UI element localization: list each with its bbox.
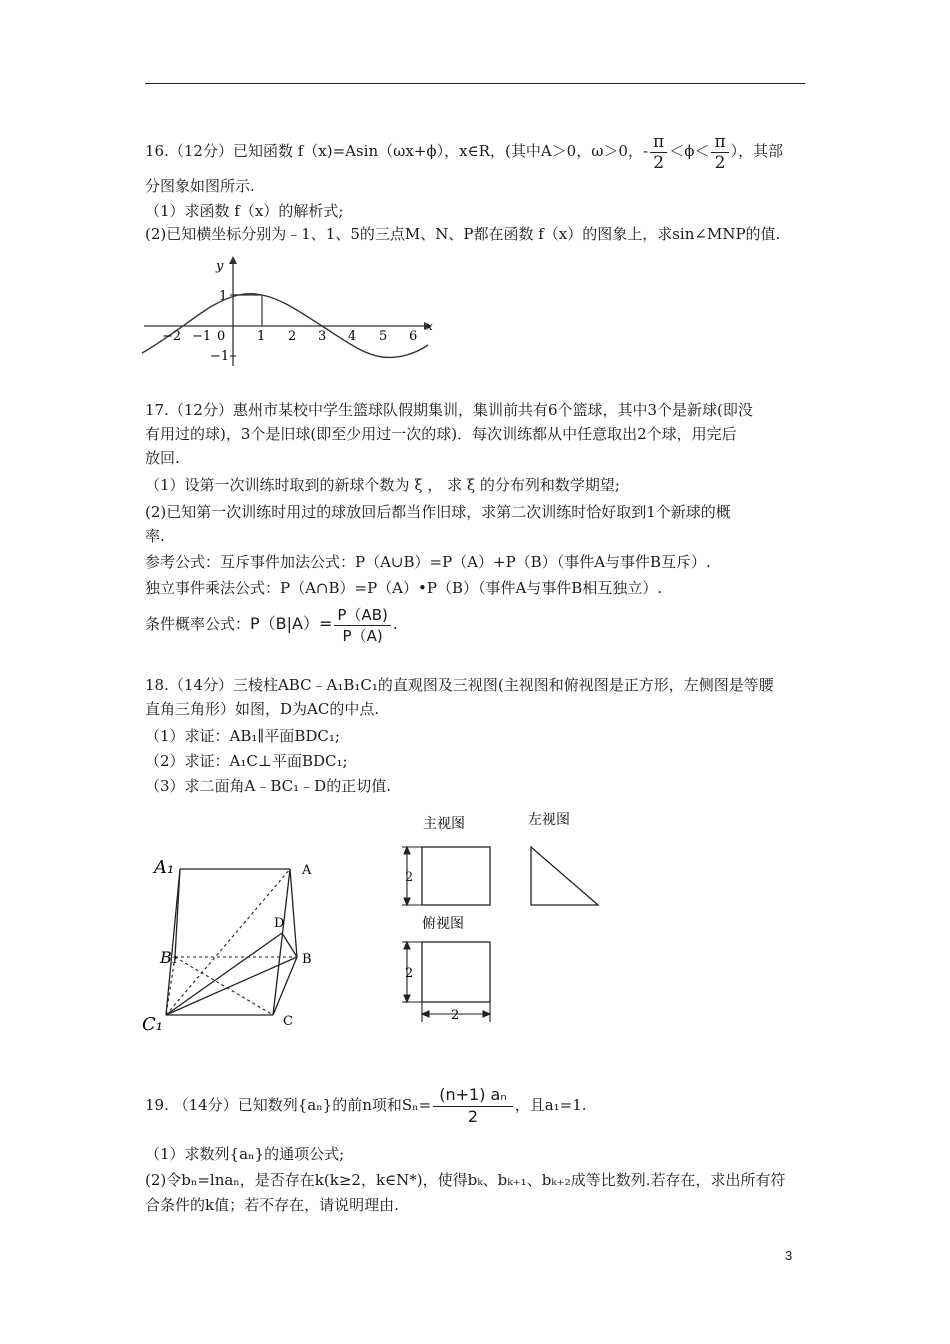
front-dim-arrow-top [404, 847, 410, 854]
bottom-dim-arrow-left [422, 1011, 429, 1017]
q16-frac1-den: 2 [653, 152, 665, 173]
q16-head-text: 16.（12分）已知函数 f（x)=Asin（ωx+ϕ），x∈R，(其中A＞0，ω＞0，- [145, 142, 649, 160]
question-16 [145, 128, 807, 245]
q18-part-3: （3）求二面角A﹣BC₁﹣D的正切值. [145, 777, 391, 795]
x-tick-label: 2 [288, 329, 297, 344]
side-view-triangle [531, 847, 598, 905]
x-tick-label: 1 [257, 329, 266, 344]
q16-head-tail: ），其部 [730, 142, 784, 160]
label-d: D [274, 916, 285, 931]
x-tick-labels [162, 329, 417, 344]
top-view-title: 俯视图 [422, 916, 464, 932]
front-view-title: 主视图 [423, 816, 465, 832]
bottom-dim-label: 2 [451, 1008, 460, 1023]
q16-inequality: ＜ϕ＜ [669, 142, 710, 160]
q19-part-1: （1）求数列{aₙ}的通项公式; [145, 1145, 345, 1163]
q16-continuation: 分图象如图所示. [145, 177, 255, 195]
q16-frac2-den: 2 [714, 152, 726, 173]
hidden-edge-b1-c [175, 957, 273, 1015]
bottom-dim-arrow-right [483, 1011, 490, 1017]
side-view-title: 左视图 [528, 812, 570, 828]
hidden-edge-c1-a [166, 869, 290, 1015]
top-dim-arrow-bottom [404, 995, 410, 1002]
q19-part-2b: 合条件的k值；若不存在，请说明理由. [145, 1196, 399, 1214]
q19-sn-num: (n+1) aₙ [433, 1086, 512, 1107]
question-18 [145, 675, 807, 797]
q18-part-2: （2）求证：A₁C⊥平面BDC₁; [145, 752, 348, 770]
label-c1: C₁ [142, 1014, 163, 1035]
q17-ref3-num: P（AB) [334, 606, 390, 626]
x-tick-label: 3 [318, 329, 327, 344]
q18-part-1: （1）求证：AB₁∥平面BDC₁; [145, 727, 340, 745]
q17-ref3-end: . [392, 615, 398, 633]
front-dim-arrow-bottom [404, 898, 410, 905]
q17-line-1: 17.（12分）惠州市某校中学生篮球队假期集训，集训前共有6个篮球，其中3个是新球(即没 [145, 401, 753, 419]
q17-line-2: 有用过的球)，3个是旧球(即至少用过一次的球)．每次训练都从中任意取出2个球，用完后 [145, 425, 737, 443]
q17-part-2b: 率. [145, 527, 165, 545]
q17-part-1: （1）设第一次训练时取到的新球个数为 ξ ， 求 ξ 的分布列和数学期望; [145, 476, 620, 494]
edge-a1-c1 [166, 869, 180, 1015]
front-view-square [422, 847, 490, 905]
q18-three-views [395, 808, 645, 1038]
label-a: A [302, 863, 312, 878]
q16-frac1-num: π [650, 133, 667, 153]
x-tick-label: 6 [409, 329, 418, 344]
x-tick-label: 5 [379, 329, 388, 344]
y-tick-1-label: 1 [219, 289, 228, 304]
q16-sine-graph [140, 254, 450, 374]
edge-c1-d [166, 933, 282, 1015]
x-axis-label: x [426, 319, 433, 333]
x-tick-label: −2 [162, 329, 182, 344]
y-tick-minus1-label: −1 [210, 349, 230, 364]
q19-head-tail: ，且a₁=1. [514, 1096, 587, 1114]
q18-prism-figure [140, 845, 340, 1045]
q17-ref3-lhs: P（B|A）= [250, 614, 333, 633]
top-dim-label: 2 [405, 966, 414, 981]
q16-part-2: (2)已知横坐标分别为﹣1、1、5的三点M、N、P都在函数 f（x）的图象上，求sin∠MNP的值. [145, 225, 781, 243]
q19-sn-fraction [433, 1086, 512, 1126]
front-dim-label: 2 [405, 870, 414, 885]
y-axis-arrow [229, 256, 237, 264]
q16-frac-pi-over-2 [711, 133, 728, 172]
x-tick-label: 4 [348, 329, 357, 344]
edge-c1-b [166, 957, 297, 1015]
q17-part-2a: (2)已知第一次训练时用过的球放回后都当作旧球，求第二次训练时恰好取到1个新球的概 [145, 503, 731, 521]
label-c: C [283, 1014, 293, 1029]
q19-head-text: 19. （14分）已知数列{aₙ}的前n项和Sₙ= [145, 1096, 432, 1114]
q19-heading [145, 1080, 807, 1130]
x-tick-label: −1 [192, 329, 212, 344]
q16-frac2-num: π [711, 133, 728, 153]
origin-label: 0 [217, 329, 226, 344]
q18-line-1: 18.（14分）三棱柱ABC﹣A₁B₁C₁的直观图及三视图(主视图和俯视图是正方形，左侧图是等腰 [145, 676, 774, 694]
question-19 [145, 1080, 807, 1216]
label-b: B [302, 952, 312, 967]
q17-ref3-den: P（A) [342, 626, 383, 645]
edge-a-b [290, 869, 297, 957]
y-axis-label: y [216, 259, 224, 274]
q17-line-3: 放回. [145, 449, 180, 467]
q17-ref3-label: 条件概率公式： [145, 615, 251, 633]
q17-ref-multiplication: 独立事件乘法公式：P（A∩B）=P（A）•P（B）（事件A与事件B相互独立）. [145, 579, 663, 597]
q16-frac-neg-pi-over-2 [650, 133, 667, 172]
page-number: 3 [785, 1248, 793, 1263]
header-rule [145, 83, 805, 84]
top-dim-arrow-top [404, 942, 410, 949]
q19-sn-den: 2 [467, 1107, 479, 1126]
q17-ref-conditional [145, 601, 807, 647]
q17-ref3-fraction [334, 606, 390, 645]
question-17 [145, 400, 807, 647]
q16-part-1: （1）求函数 f（x）的解析式; [145, 202, 344, 220]
label-a1: A₁ [154, 857, 175, 878]
label-b1: B₁ [160, 948, 179, 967]
q16-heading [145, 128, 807, 174]
q17-ref-addition: 参考公式：互斥事件加法公式：P（A∪B）=P（A）+P（B）（事件A与事件B互斥）. [145, 553, 711, 571]
top-view-square [422, 942, 490, 1002]
q19-part-2a: (2)令bₙ=lnaₙ，是否存在k(k≥2，k∈N*)，使得bₖ、bₖ₊₁、bₖ₊₂成等比数列.若存在，求出所有符 [145, 1171, 786, 1189]
q18-line-2: 直角三角形）如图，D为AC的中点. [145, 700, 380, 718]
